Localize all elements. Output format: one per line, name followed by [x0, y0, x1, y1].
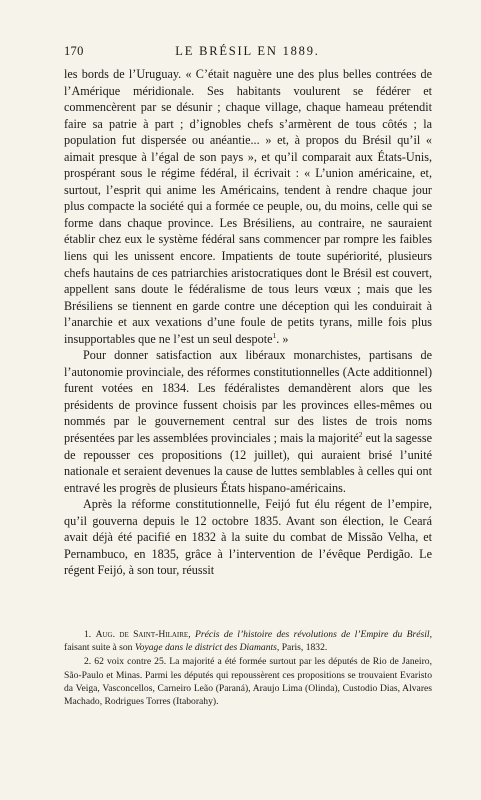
paragraph-2: [64, 347, 432, 496]
footnote-1-number: 1.: [84, 629, 92, 640]
running-title: LE BRÉSIL EN 1889.: [175, 44, 320, 58]
footnote-1-separator: ,: [188, 629, 195, 640]
footnote-1-title-2: Voyage dans le district des Diamants: [134, 642, 277, 654]
body-text: [64, 66, 432, 579]
paragraph-3-text: Après la réforme constitutionnelle, Feijó fut élu régent de l’empire, qu’il gouverna depuis le 12 octobre 1835. Avant son élection, le Ceará avait déjà été pacifié en 1832 à la suite du combat de Missão Velha, et Pernambuco, en 1835, grâce à l’intervention de l’évêque Perdigão. Le régent Feijó, à son tour, réussit: [64, 497, 432, 578]
page-number: 170: [64, 44, 84, 58]
paragraph-3: [64, 496, 432, 579]
footnotes: [64, 628, 432, 709]
paragraph-2-text-b: eut la sagesse de repousser ces propositions (12 juillet), qui auraient brisé l’unité nationale et seraient devenues la cause de luttes semblables à celles qui ont entravé les progrès de plusieurs États hispano-américains.: [64, 431, 432, 495]
footnote-ref-1: 1: [272, 330, 277, 340]
paragraph-1-text: les bords de l’Uruguay. « C’était naguère une des plus belles contrées de l’Amérique méridionale. Ses habitants voulurent se fédérer et commencèrent par se désunir ; chaque village, chaque hameau prétendit faire sa patrie à part ; d’ignobles chefs s’armèrent de tous côtés ; la population fut dispersée ou anéantie... » et, à propos du Brésil qu’il « aimait presque à l’égal de son pays », et qu’il comparait aux États-Unis, prospérant sous le régime fédéral, il écrivait : « L’union américaine, et, surtout, l’esprit qui anime les Américains, tendent à rendre chaque jour plus compacte la société qui a formée ce peuple, ou, du moins, celle qui se forme dans chaque province. Les Brésiliens, au contraire, ne sauraient établir chez eux le système fédéral sans commencer par rompre les faibles liens qui les unissent encore. Impatients de toute supériorité, plusieurs chefs hautains de ces patriarchies aristocratiques dont le Brésil est couvert, appellent sans doute le fédéralisme de tous leurs vœux ; mais que les Brésiliens se tiennent en garde contre une déception qui les conduirait à l’anarchie et aux vexations d’une foule de petits tyrans, mille fois plus insupportables que ne l’est un seul despote: [64, 67, 432, 346]
paragraph-1-end: . »: [276, 331, 289, 346]
footnote-1-author: Aug. de Saint-Hilaire: [95, 629, 189, 640]
footnote-1: [64, 628, 432, 654]
footnote-1-title: Précis de l’histoire des révolutions de l’Empire du Brésil: [194, 629, 430, 640]
footnote-1-end: , Paris, 1832.: [276, 642, 328, 654]
footnote-1-middle: , faisant suite à son: [64, 629, 432, 654]
paragraph-2-text-a: Pour donner satisfaction aux libéraux monarchistes, partisans de l’autonomie provinciale, des réformes constitutionnelles (Acte additionnel) furent votées en 1834. Les fédéralistes demandèrent alors que les présidents de province fussent choisis par les provinces elles-mêmes ou nommés par le gouvernement central sur des listes de trois noms présentées par les assemblées provinciales ; mais la majorité: [64, 348, 432, 446]
footnote-2: 2. 62 voix contre 25. La majorité a été formée surtout par les députés de Rio de Janeiro, São-Paulo et Minas. Parmi les députés qui repoussèrent ces propositions se trouvaient Evaristo da Veiga, Vasconcellos, Carneiro Leão (Paraná), Araujo Lima (Olinda), Custodio Dias, Alvares Machado, Rodrigues Torres (Itaborahy).: [64, 656, 432, 708]
footnote-ref-2: 2: [358, 429, 363, 439]
paragraph-1: [64, 66, 432, 347]
